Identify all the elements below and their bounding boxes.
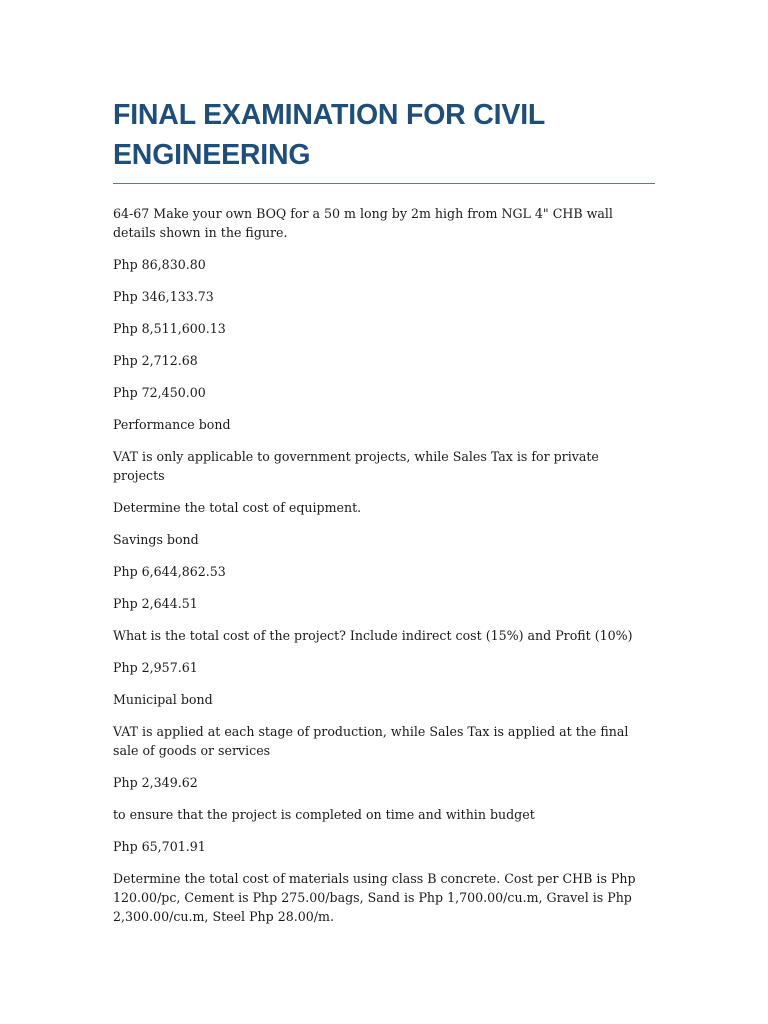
paragraph: Determine the total cost of equipment.: [113, 500, 362, 515]
paragraph: What is the total cost of the project? Include indirect cost (15%) and Profit (10%): [113, 628, 633, 643]
paragraph: Php 346,133.73: [113, 289, 214, 304]
paragraph: Php 6,644,862.53: [113, 564, 226, 579]
paragraph: Php 2,644.51: [113, 596, 198, 611]
paragraph: Php 2,349.62: [113, 775, 198, 790]
paragraph: Php 2,957.61: [113, 660, 198, 675]
paragraph: to ensure that the project is completed on time and within budget: [113, 807, 535, 822]
paragraph: 64-67 Make your own BOQ for a 50 m long by 2m high from NGL 4" CHB wall details shown in the figure.: [113, 206, 613, 240]
paragraph: Php 2,712.68: [113, 353, 198, 368]
paragraph: Php 8,511,600.13: [113, 321, 226, 336]
paragraph: VAT is applied at each stage of production, while Sales Tax is applied at the final sale of goods or services: [113, 724, 629, 758]
document-page: [113, 95, 655, 939]
paragraph: Php 65,701.91: [113, 839, 206, 854]
document-body: [113, 204, 655, 926]
paragraph: Municipal bond: [113, 692, 213, 707]
document-title: FINAL EXAMINATION FOR CIVIL ENGINEERING: [113, 95, 655, 184]
paragraph: Php 72,450.00: [113, 385, 206, 400]
paragraph: Savings bond: [113, 532, 199, 547]
paragraph: VAT is only applicable to government projects, while Sales Tax is for private projects: [113, 449, 599, 483]
paragraph: Determine the total cost of materials using class B concrete. Cost per CHB is Php 120.00/pc, Cement is Php 275.00/bags, Sand is Php 1,700.00/cu.m, Gravel is Php 2,300.00/cu.m, Steel Php 28.00/m.: [113, 871, 636, 924]
paragraph: Php 86,830.80: [113, 257, 206, 272]
paragraph: Performance bond: [113, 417, 231, 432]
